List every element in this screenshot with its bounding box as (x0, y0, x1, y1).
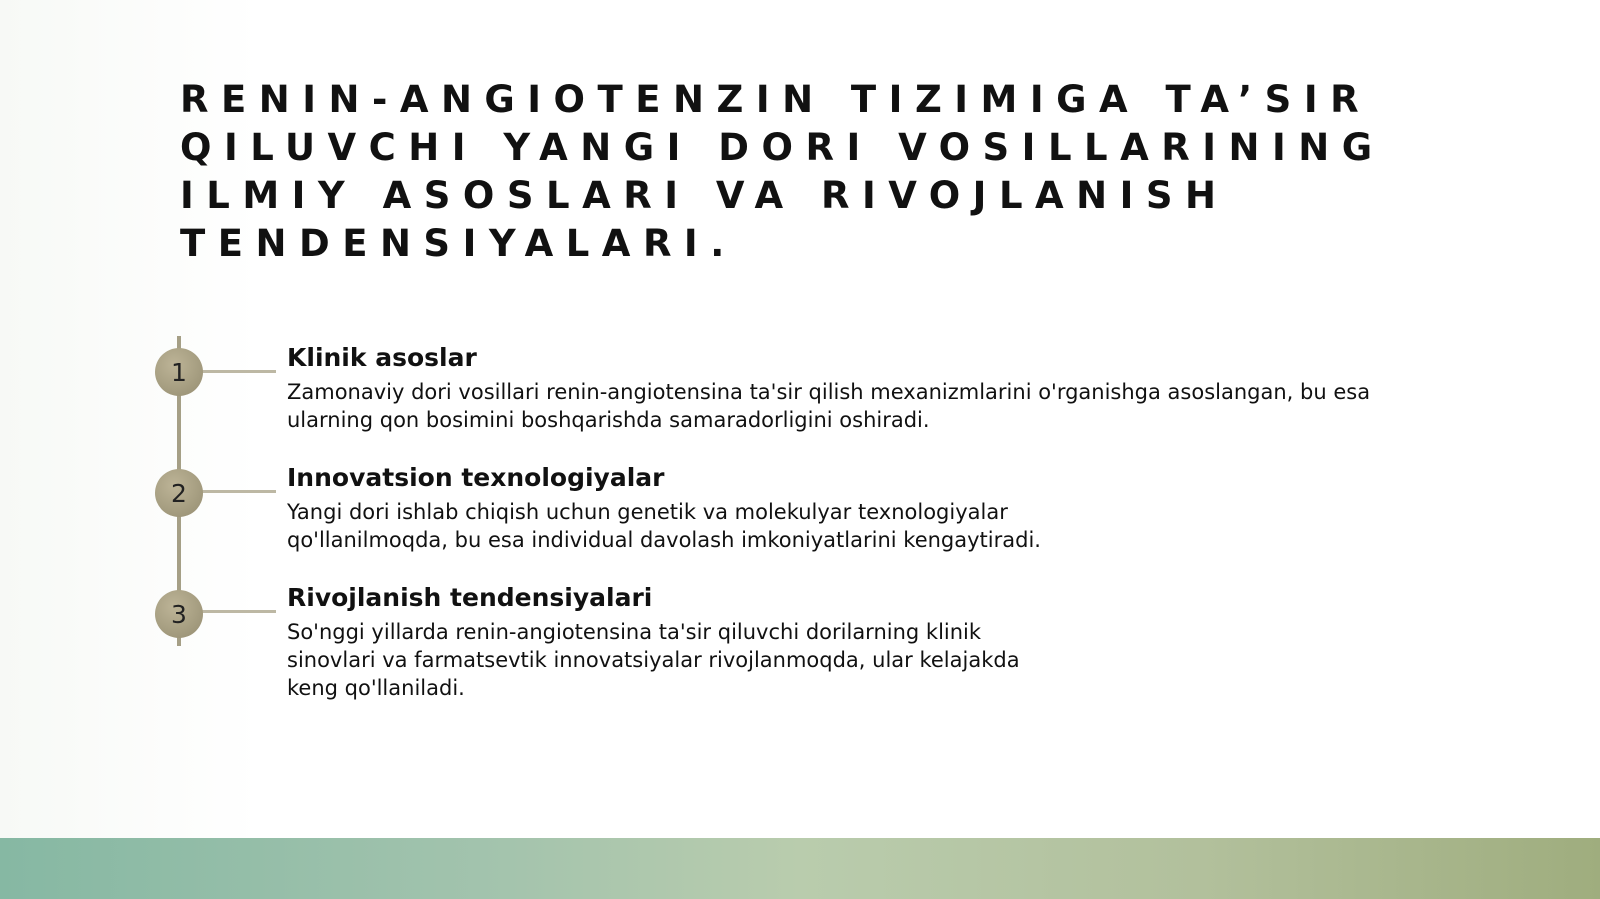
step-connector (200, 490, 276, 493)
step-connector (200, 610, 276, 613)
step-heading: Rivojlanish tendensiyalari (287, 583, 653, 612)
step-heading: Klinik asoslar (287, 343, 477, 372)
step-number-badge: 2 (155, 469, 203, 517)
step-heading: Innovatsion texnologiyalar (287, 463, 665, 492)
step-description: So'nggi yillarda renin-angiotensina ta'sir qiluvchi dorilarning klinik sinovlari va farmatsevtik innovatsiyalar rivojlanmoqda, ular kelajakda keng qo'llaniladi. (287, 620, 1020, 700)
slide-title: RENIN-ANGIOTENZIN TIZIMIGA TA’SIR QILUVCHI YANGI DORI VOSILLARINING ILMIY ASOSLARI VA RIVOJLANISH TENDENSIYALARI. (180, 78, 1385, 265)
step-description: Zamonaviy dori vosillari renin-angiotensina ta'sir qilish mexanizmlarini o'rganishga asoslangan, bu esa ularning qon bosimini boshqarishda samaradorligini oshiradi. (287, 380, 1371, 432)
step-description: Yangi dori ishlab chiqish uchun genetik va molekulyar texnologiyalar qo'llanilmoqda, bu esa individual davolash imkoniyatlarini kengaytiradi. (287, 500, 1041, 552)
step-number-badge: 3 (155, 590, 203, 638)
step-connector (200, 370, 276, 373)
footer-gradient-band (0, 838, 1600, 899)
step-number-badge: 1 (155, 348, 203, 396)
